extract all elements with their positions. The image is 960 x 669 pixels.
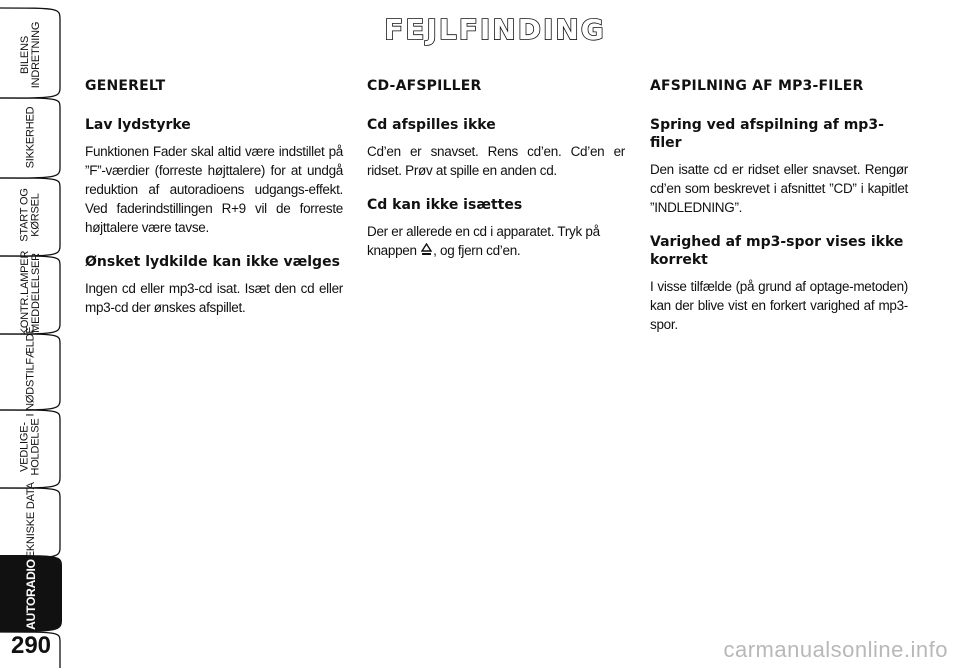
item-text: Ingen cd eller mp3-cd isat. Isæt den cd eller mp3-cd der ønskes afspillet. <box>85 281 343 315</box>
watermark: carmanualsonline.info <box>723 637 948 662</box>
tab-label-line2: KØRSEL <box>29 193 42 237</box>
column-afspilning-mp3 <box>650 78 908 350</box>
tab-sikkerhed[interactable] <box>0 98 62 176</box>
item-heading: Cd afspilles ikke <box>367 117 496 133</box>
tab-label-line1: KONTR.LAMPER <box>19 250 31 336</box>
chapter-tab-rail <box>0 0 62 669</box>
item-heading: Ønsket lydkilde kan ikke vælges <box>85 254 340 270</box>
item-text <box>367 222 625 260</box>
column-cd-afspiller <box>367 78 625 276</box>
tab-label-line1: TEKNISKE DATA <box>24 481 37 565</box>
item-text-before: Der er allerede en cd i apparatet. Tryk på knappen <box>367 224 600 258</box>
item-heading: Lav lydstyrke <box>85 117 191 133</box>
page-title-wrapper <box>0 8 960 48</box>
tab-label-line1: START OG <box>18 188 31 242</box>
item-text: Cd’en er snavset. Rens cd’en. Cd’en er ridset. Prøv at spille en anden cd. <box>367 144 625 178</box>
tab-tekniske-data[interactable] <box>0 481 62 565</box>
column-generelt <box>85 78 343 333</box>
tab-label-line1: SIKKERHED <box>24 106 37 168</box>
item-text: Funktionen Fader skal altid være indstillet på ”F”-værdier (forreste højttalere) for at undgå reduktion af autoradioens udgangs-effekt. Ved faderindstillingen R+9 vil de forreste højttalere være tavse. <box>85 144 343 235</box>
page-title <box>375 8 615 48</box>
tab-label-line2: MEDDELELSER <box>30 253 42 333</box>
tab-label-line1: BILENS <box>19 36 32 74</box>
item-text-after: , og fjern cd’en. <box>433 243 521 258</box>
item-heading: Cd kan ikke isættes <box>367 197 523 213</box>
tab-kontrollamper-meddelelser[interactable] <box>0 250 62 336</box>
tab-start-og-koersel[interactable] <box>0 176 62 254</box>
tab-label-line2: INDRETNING <box>30 21 43 89</box>
item-text: Den isatte cd er ridset eller snavset. Rengør cd’en som beskrevet i afsnittet ”CD” i kapitlet ”INDLEDNING”. <box>650 162 908 215</box>
item-heading: Spring ved afspilning af mp3-filer <box>650 117 884 151</box>
section-title: GENERELT <box>85 78 166 94</box>
section-title: CD-AFSPILLER <box>367 78 482 94</box>
section-title: AFSPILNING AF MP3-FILER <box>650 78 864 94</box>
tab-label-line1: VEDLIGE- <box>19 422 31 472</box>
page-number: 290 <box>10 632 52 659</box>
tab-label-line1: AUTORADIO <box>23 558 38 630</box>
tab-label-line2: HOLDELSE <box>30 418 42 476</box>
tab-label-line1: I NØDSTILFÆLDE <box>24 325 37 417</box>
tab-vedligeholdelse[interactable] <box>0 408 62 486</box>
tab-i-noedstilfaelde[interactable] <box>0 325 62 417</box>
eject-icon <box>421 243 432 256</box>
item-heading: Varighed af mp3-spor vises ikke korrekt <box>650 234 904 268</box>
page-title-text: FEJLFINDING <box>384 13 606 46</box>
item-text: I visse tilfælde (på grund af optage-metoden) kan der blive vist en forkert varighed af mp3-spor. <box>650 279 908 332</box>
tab-autoradio[interactable] <box>0 555 62 633</box>
